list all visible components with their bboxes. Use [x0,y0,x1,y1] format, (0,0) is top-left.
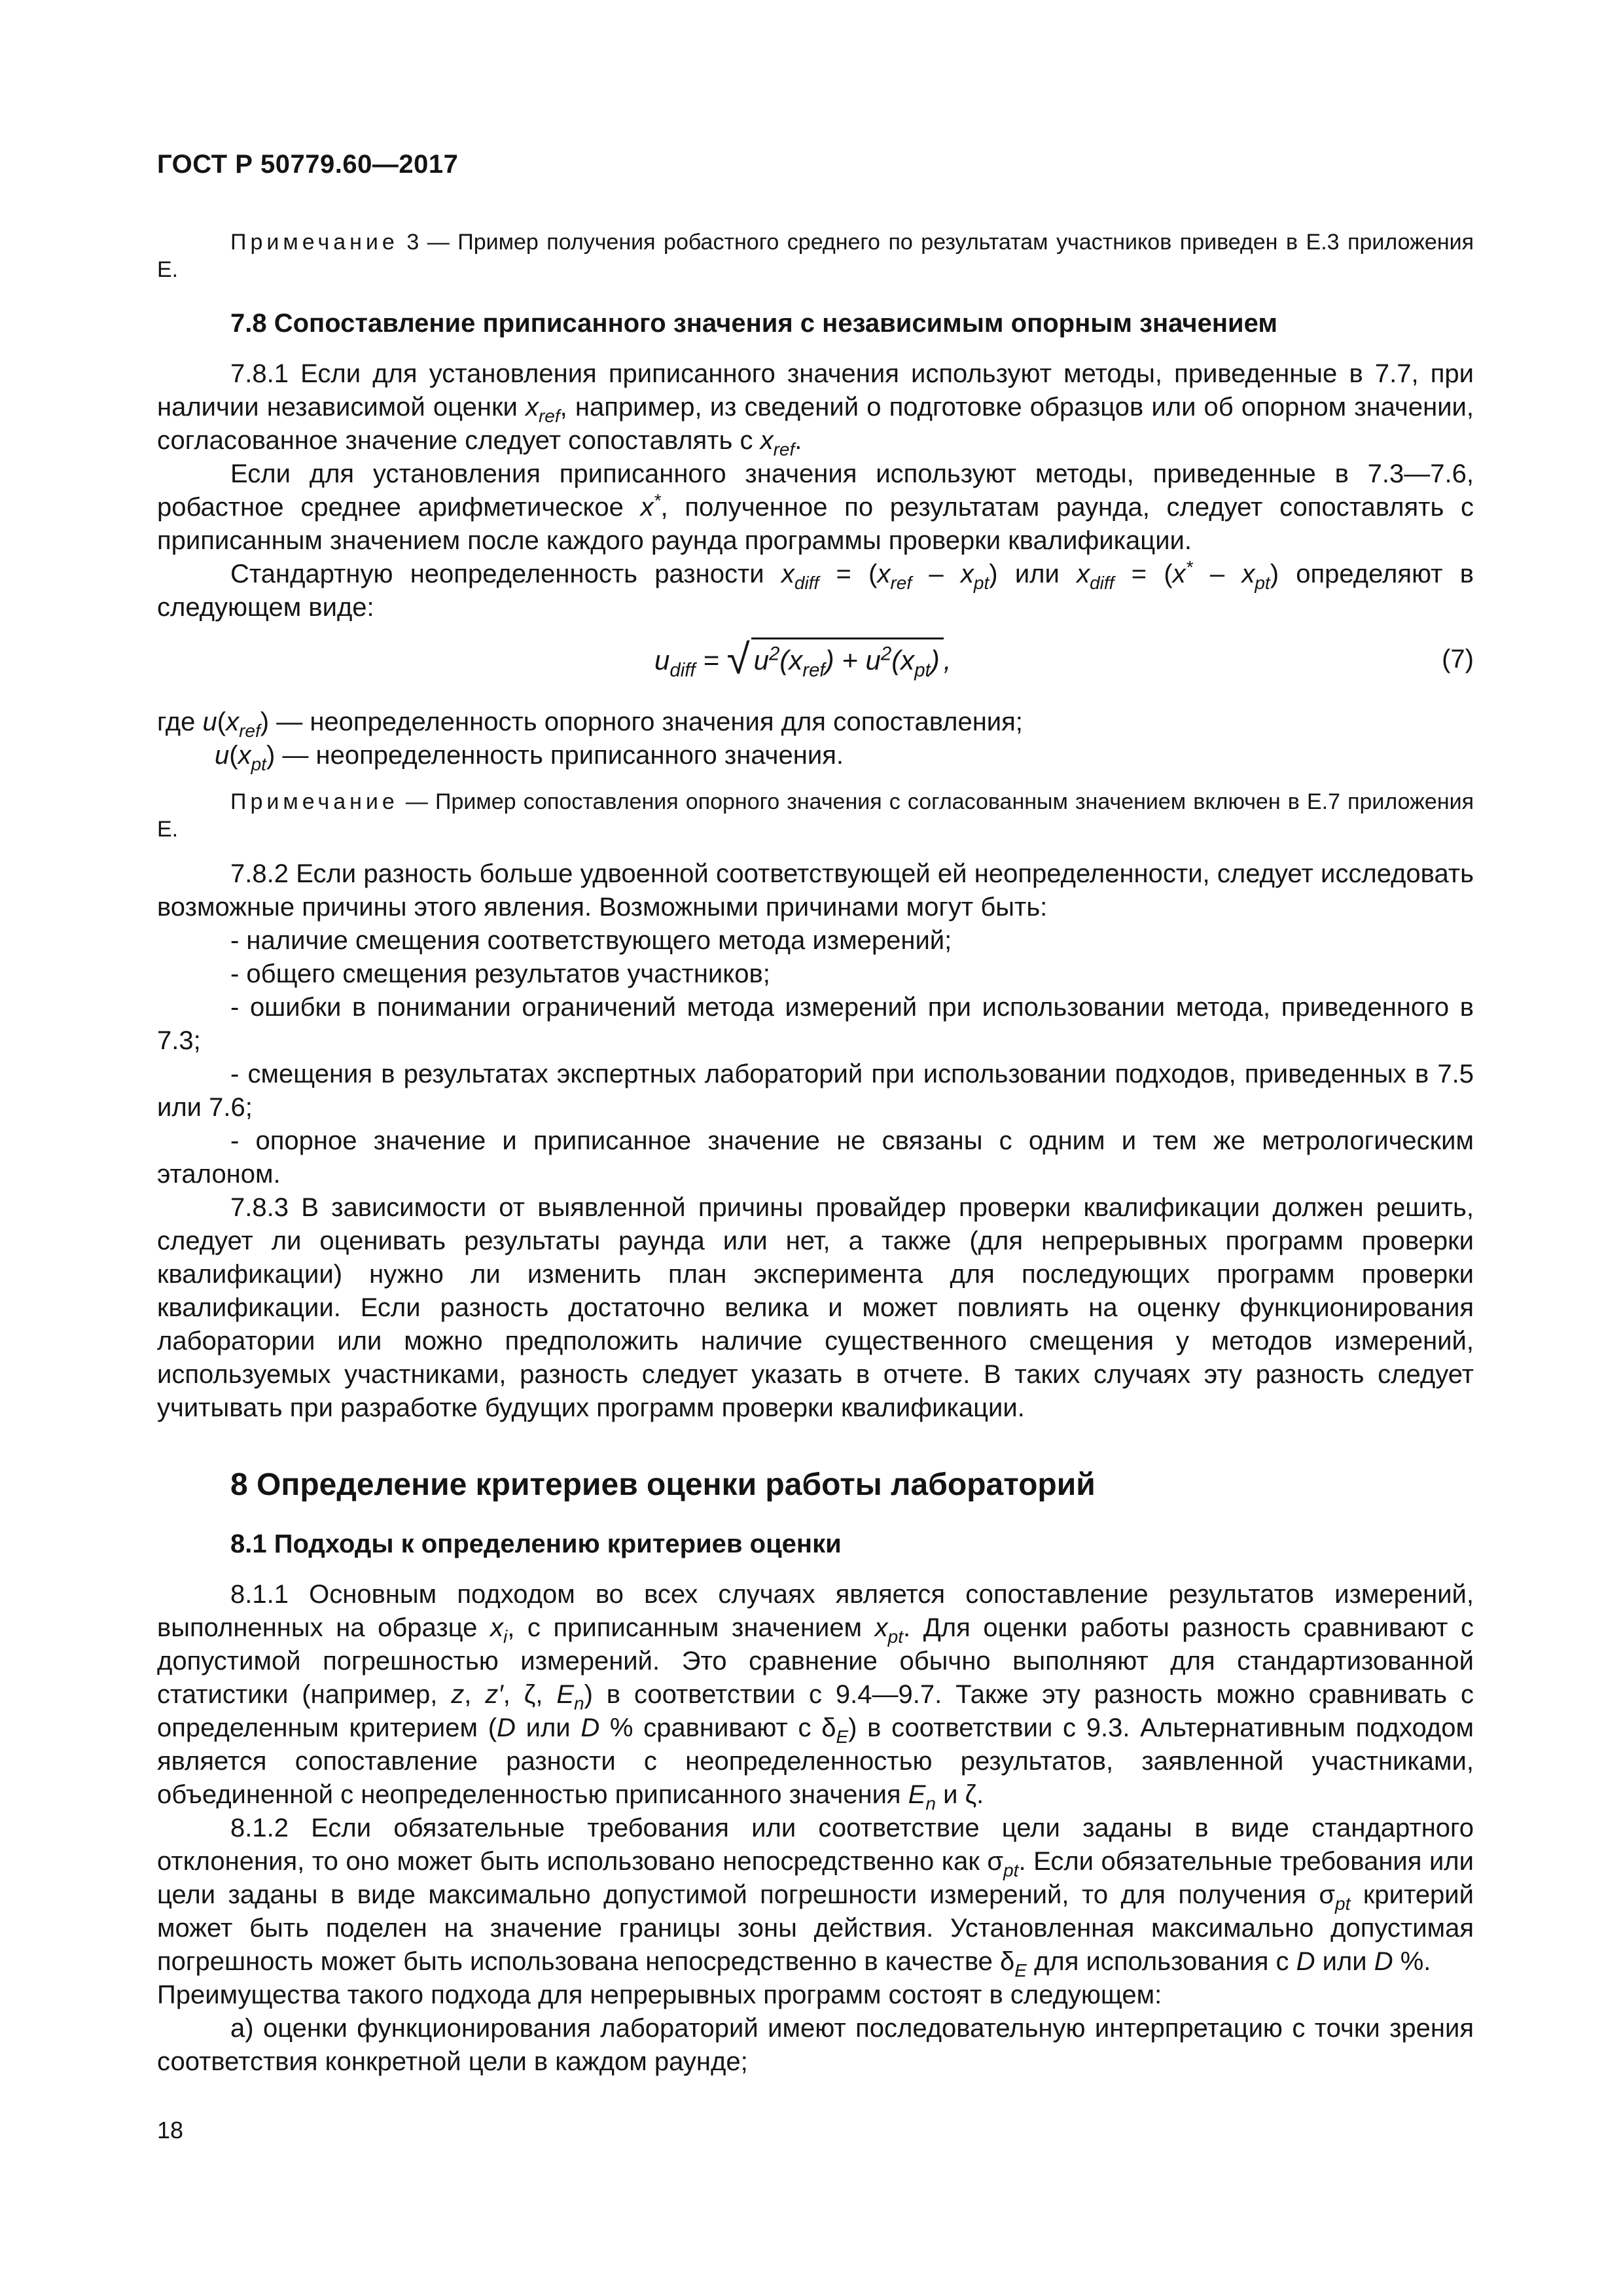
section-8-1-title: 8.1 Подходы к определению критериев оценки [230,1530,842,1558]
where-ref: где $u(x_{ref})$ — неопределенность опорного значения для сопоставления; [157,708,1023,741]
list-item: - ошибки в понимании ограничений метода измерений при использовании метода, приведенного в 7.3; [157,993,1474,1055]
list-item: - смещения в результатах экспертных лабораторий при использовании подходов, приведенных в 7.5 или 7.6; [157,1060,1474,1122]
paragraph-robust-mean: Если для установления приписанного значения используют методы, приведенные в 7.3—7.6, робастное среднее арифметическое x*, полученное по результатам раунда, следует сопоставлять с приписанным значением после каждого раунда программы проверки квалификации. [157,459,1474,555]
paragraph-8-1-2: 8.1.2 Если обязательные требования или соответствие цели заданы в виде стандартного отклонения, то оно может быть использовано непосредственно как $\sigma_{pt}$. Если обязательные требования или цели заданы в виде максимально допустимой погрешности измерений, то для получения $\sigma_{pt}$ критерий может быть поделен на значение границы зоны действия. Установленная максимально допустимая погрешность может быть использована непосредственно в качестве $\delta_E$ для использования с D или D %. [157,1814,1474,1981]
page-number: 18 [157,2117,184,2144]
list-item-a: а) оценки функционирования лабораторий имеют последовательную интерпретацию с точки зрения соответствия конкретной цели в каждом раунде; [157,2014,1474,2076]
note-reference: Примечание — Пример сопоставления опорного значения с согласованным значением включен в Е.7 приложения Е. [157,789,1474,842]
note-label: Примечание [230,789,399,814]
list-item: - опорное значение и приписанное значение не связаны с одним и тем же метрологическим эталоном. [157,1126,1474,1189]
formula-7 [157,627,1474,699]
paragraph-uncertainty: Стандартную неопределенность разности $x_{diff} = (x_{ref} - x_{pt})$ или $x_{diff} = (x^* - x_{pt})$ определяют в следующем виде: [157,557,1474,622]
note-label: Примечание [230,230,399,255]
list-item: - общего смещения результатов участников; [230,960,770,988]
document-page [157,148,1474,2079]
formula-expression: $u_{diff}$ = √ $u^2(x_{ref}) + u^2(x_{pt})$ , [654,636,952,683]
note-text: 3 — Пример получения робастного среднего по результатам участников приведен в Е.3 приложения Е. [157,230,1474,282]
paragraph-7-8-3: 7.8.3 В зависимости от выявленной причины провайдер проверки квалификации должен решить, следует ли оценивать результаты раунда или нет, а также (для непрерывных программ проверки квалификации) нужно ли изменить план эксперимента для последующих программ проверки квалификации. Если разность достаточно велика и может повлиять на оценку функционирования лаборатории или можно предположить наличие существенного смещения у методов измерений, используемых участниками, разность следует указать в отчете. В таких случаях эту разность следует учитывать при разработке будущих программ проверки квалификации. [157,1193,1474,1422]
note-3 [157,228,1474,283]
section-8-title: 8 Определение критериев оценки работы лабораторий [230,1467,1096,1502]
section-7-8-title: 7.8 Сопоставление приписанного значения с независимым опорным значением [230,309,1277,338]
list-item: - наличие смещения соответствующего метода измерений; [230,926,952,955]
formula-number: (7) [1442,645,1474,673]
paragraph-advantages: Преимущества такого подхода для непрерывных программ состоят в следующем: [157,1981,1162,2009]
paragraph-7-8-2: 7.8.2 Если разность больше удвоенной соответствующей ей неопределенности, следует исследовать возможные причины этого явления. Возможными причинами могут быть: [157,859,1474,922]
paragraph-8-1-1: 8.1.1 Основным подходом во всех случаях является сопоставление результатов измерений, выполненных на образце $x_i$, с приписанным значением $x_{pt}$. Для оценки работы разность сравнивают с допустимой погрешностью измерений. Это сравнение обычно выполняют для стандартизованной статистики (например, z, z′, ζ, $E_n$) в соответствии с 9.4—9.7. Также эту разность можно сравнивать с определенным критерием (D или D % сравнивают с $\delta_E$) в соответствии с 9.3. Альтернативным подходом является сопоставление разности с неопределенностью результатов, заявленной участниками, объединенной с неопределенностью приписанного значения $E_n$ и ζ. [157,1580,1474,1814]
paragraph-7-8-1: 7.8.1 Если для установления приписанного значения используют методы, приведенные в 7.7, при наличии независимой оценки $x_{ref}$, например, из сведений о подготовке образцов или об опорном значении, согласованное значение следует сопоставлять с $x_{ref}$. [157,359,1474,459]
where-pt: $u(x_{pt})$ — неопределенность приписанного значения. [215,741,844,774]
standard-header: ГОСТ Р 50779.60—2017 [157,150,459,179]
